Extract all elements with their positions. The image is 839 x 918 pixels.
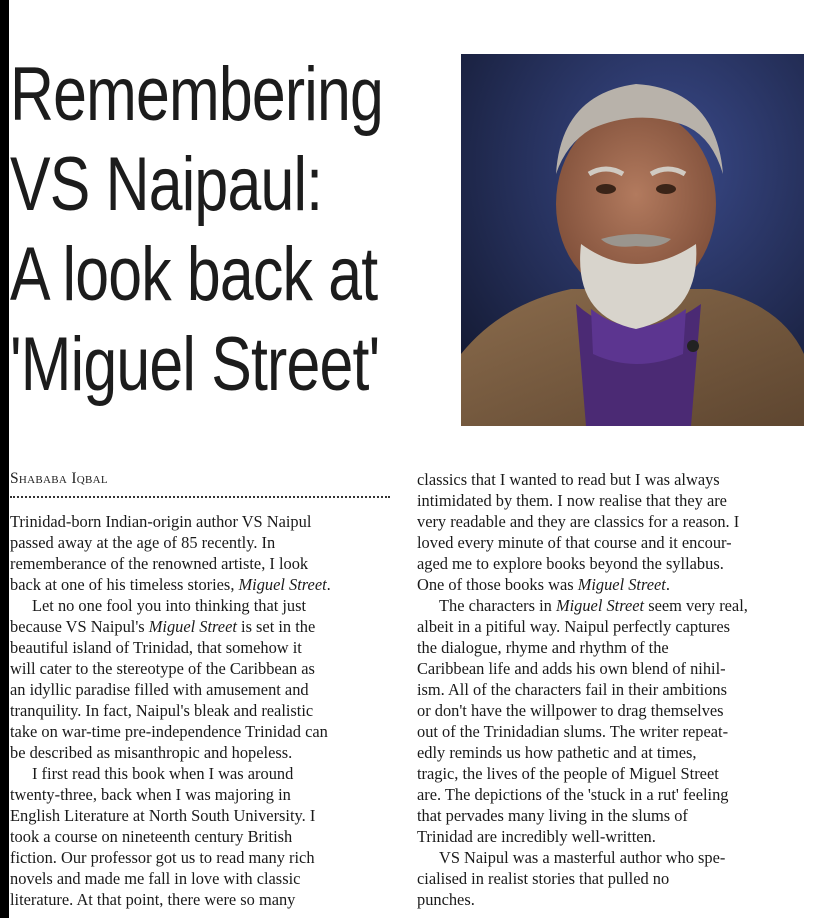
article-column-left [10,511,402,910]
headline [10,50,384,410]
text-line: novels and made me fall in love with classic [10,869,301,888]
text-line: fiction. Our professor got us to read many rich [10,848,315,867]
text-line: cialised in realist stories that pulled no [417,869,670,888]
text-line: an idyllic paradise filled with amusement and [10,680,309,699]
text-line: that pervades many living in the slums of [417,806,688,825]
text-line: rememberance of the renowned artiste, I look [10,554,309,573]
portrait-photo-icon [461,54,804,426]
text-line: took a course on nineteenth century British [10,827,293,846]
article-column-right [417,469,813,910]
byline-dotted-divider [10,496,390,498]
book-title: Miguel Street [555,596,645,615]
text-line: Trinidad-born Indian-origin author VS Naipul [10,512,312,531]
text-line: aged me to explore books beyond the syllabus. [417,554,724,573]
text-line: literature. At that point, there were so many [10,890,296,909]
headline-line: Remembering [10,52,384,137]
book-title: Miguel Street [577,575,666,594]
byline: Shababa Iqbal [10,470,108,487]
text-line: twenty-three, back when I was majoring in [10,785,291,804]
text-line: back at one of his timeless stories, Miguel Street. [10,575,331,594]
text-line: tragic, the lives of the people of Miguel Street [417,764,719,783]
book-title: Miguel Street [148,617,237,636]
text-line: loved every minute of that course and it encour- [417,533,732,552]
headline-line: A look back at [10,232,378,317]
text-line: out of the Trinidadian slums. The writer repeat- [417,722,729,741]
text-line: tranquility. In fact, Naipul's bleak and realistic [10,701,314,720]
text-line: take on war-time pre-independence Trinidad can [10,722,328,741]
text-line: beautiful island of Trinidad, that somehow it [10,638,302,657]
text-line: VS Naipul was a masterful author who spe- [439,848,726,867]
text-line: One of those books was Miguel Street. [417,575,670,594]
text-line: Let no one fool you into thinking that just [32,596,307,615]
text-line: I first read this book when I was around [32,764,294,783]
text-line: will cater to the stereotype of the Caribbean as [10,659,315,678]
text-line: are. The depictions of the 'stuck in a rut' feeling [417,785,729,804]
text-line: albeit in a pitiful way. Naipul perfectly captures [417,617,730,636]
text-line: the dialogue, rhyme and rhythm of the [417,638,669,657]
text-line: ism. All of the characters fail in their ambitions [417,680,727,699]
text-line: The characters in Miguel Street seem very real, [439,596,748,615]
text-line: be described as misanthropic and hopeless. [10,743,293,762]
text-line: Caribbean life and adds his own blend of nihil- [417,659,726,678]
text-line: because VS Naipul's Miguel Street is set in the [10,617,316,636]
headline-line: VS Naipaul: [10,142,323,227]
author-portrait-photo [461,54,804,426]
text-line: English Literature at North South University. I [10,806,316,825]
left-edge-bar [0,0,9,918]
text-line: very readable and they are classics for a reason. I [417,512,740,531]
text-line: edly reminds us how pathetic and at times, [417,743,697,762]
text-line: or don't have the willpower to drag themselves [417,701,724,720]
book-title: Miguel Street [238,575,327,594]
text-line: classics that I wanted to read but I was always [417,470,720,489]
headline-line: 'Miguel Street' [10,322,380,407]
text-line: punches. [417,890,475,909]
text-line: intimidated by them. I now realise that they are [417,491,727,510]
text-line: passed away at the age of 85 recently. In [10,533,276,552]
text-line: Trinidad are incredibly well-written. [417,827,656,846]
